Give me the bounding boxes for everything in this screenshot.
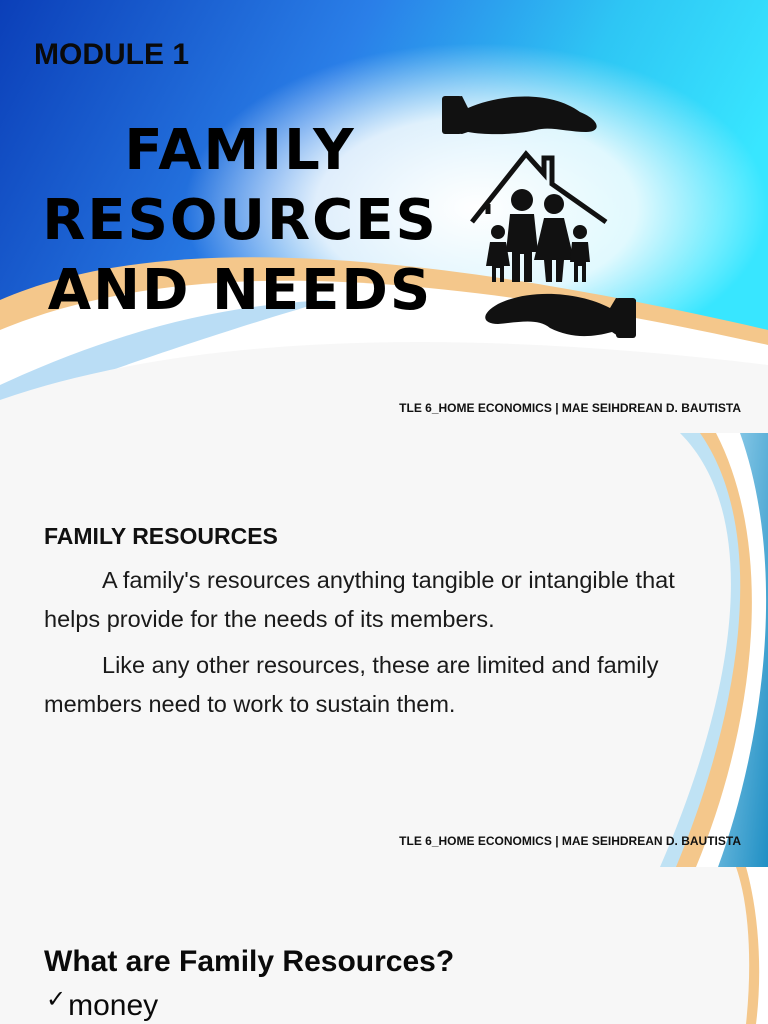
list-item-label: money: [68, 989, 159, 1022]
list-item: [46, 985, 158, 1023]
question-heading: What are Family Resources?: [44, 945, 455, 978]
title-line: FAMILY: [124, 118, 356, 183]
section-heading: FAMILY RESOURCES: [44, 523, 278, 549]
family-care-icon: [440, 92, 640, 342]
slide-footer: TLE 6_HOME ECONOMICS | MAE SEIHDREAN D. BAUTISTA: [399, 401, 741, 415]
title-line: RESOURCES: [42, 188, 438, 253]
question-slide: [0, 867, 768, 1024]
paragraph: A family's resources anything tangible or intangible that helps provide for the needs of its members.: [44, 567, 675, 632]
slide-footer: TLE 6_HOME ECONOMICS | MAE SEIHDREAN D. BAUTISTA: [399, 834, 741, 848]
content-slide: [0, 433, 768, 867]
module-label: MODULE 1: [34, 38, 190, 71]
title-line: AND NEEDS: [47, 258, 433, 323]
paragraph: Like any other resources, these are limited and family members need to work to sustain them.: [44, 652, 659, 717]
slide-title: [40, 116, 440, 326]
checkmark-icon: ✓: [46, 986, 67, 1013]
title-slide: [0, 0, 768, 433]
